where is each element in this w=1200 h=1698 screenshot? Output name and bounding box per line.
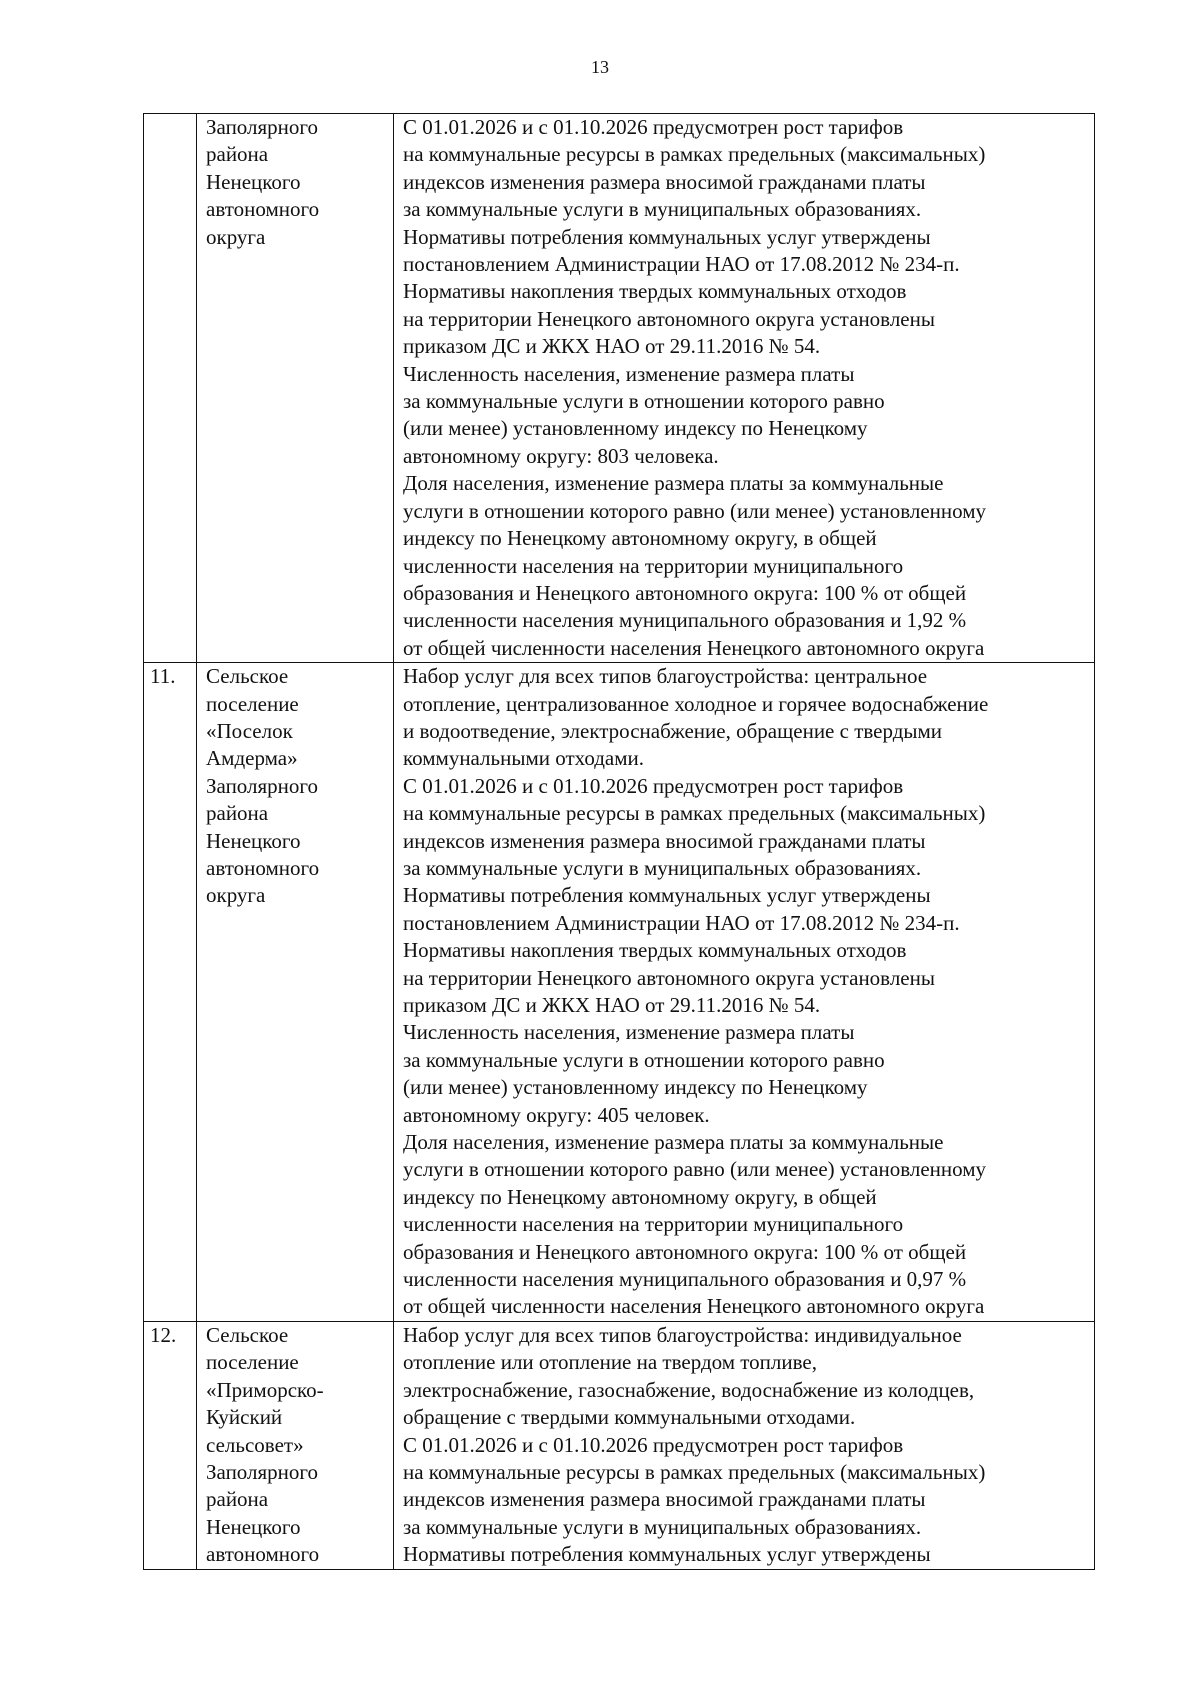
description-line: индексу по Ненецкому автономному округу, в общей [403,1184,877,1209]
description-cell [394,1321,1095,1569]
description-line: за коммунальные услуги в муниципальных образованиях. [403,197,922,222]
description-line: образования и Ненецкого автономного округа: 100 % от общей [403,1239,967,1264]
municipality-name-line: сельсовет» [206,1432,304,1457]
table-body [144,114,1095,1570]
description-line: электроснабжение, газоснабжение, водоснабжение из колодцев, [403,1377,975,1402]
description-line: постановлением Администрации НАО от 17.08.2012 № 234-п. [403,252,960,277]
table-row [144,1321,1095,1569]
description-line: обращение с твердыми коммунальными отходами. [403,1405,856,1430]
description-line: Доля населения, изменение размера платы за коммунальные [403,471,944,496]
description-line: на территории Ненецкого автономного округа установлены [403,306,935,331]
row-number: 12. [150,1322,177,1347]
description-line: услуги в отношении которого равно (или менее) установленному [403,498,987,523]
description-line: Набор услуг для всех типов благоустройства: центральное [403,664,928,689]
description-line: за коммунальные услуги в отношении которого равно [403,389,885,414]
row-number-cell [144,663,197,1322]
description-line: от общей численности населения Ненецкого автономного округа [403,1294,985,1319]
municipality-name-line: Заполярного [206,1459,318,1484]
table-row [144,114,1095,663]
municipality-name-line: Куйский [206,1405,283,1430]
description-line: (или менее) установленному индексу по Ненецкому [403,1075,868,1100]
municipality-name-line: Сельское [206,1322,289,1347]
row-number-cell [144,1321,197,1569]
description-line: на коммунальные ресурсы в рамках предельных (максимальных) [403,1459,986,1484]
description-line: автономному округу: 803 человека. [403,443,719,468]
description-line: С 01.01.2026 и с 01.10.2026 предусмотрен рост тарифов [403,115,904,139]
description-line: на коммунальные ресурсы в рамках предельных (максимальных) [403,801,986,826]
description-line: на коммунальные ресурсы в рамках предельных (максимальных) [403,142,986,167]
description-line: за коммунальные услуги в отношении которого равно [403,1047,885,1072]
description-line: Численность населения, изменение размера платы [403,361,855,386]
description-line: Набор услуг для всех типов благоустройства: индивидуальное [403,1322,962,1347]
description-line: приказом ДС и ЖКХ НАО от 29.11.2016 № 54. [403,334,821,359]
description-line: индексов изменения размера вносимой гражданами платы [403,1487,926,1512]
tariff-table [143,113,1095,1570]
description-line: автономному округу: 405 человек. [403,1102,710,1127]
municipality-name-line: поселение [206,1350,299,1375]
description-line: образования и Ненецкого автономного округа: 100 % от общей [403,580,967,605]
municipality-name-line: автономного [206,855,320,880]
description-line: за коммунальные услуги в муниципальных образованиях. [403,1514,922,1539]
description-line: Нормативы накопления твердых коммунальных отходов [403,279,907,304]
table-row [144,663,1095,1322]
municipality-name-line: Заполярного [206,773,318,798]
description-line: численности населения муниципального образования и 0,97 % [403,1267,967,1292]
municipality-name-line: поселение [206,691,299,716]
description-line: Доля населения, изменение размера платы за коммунальные [403,1130,944,1155]
municipality-name-line: автономного [206,1542,320,1567]
municipality-name-line: района [206,142,269,167]
description-line: индексу по Ненецкому автономному округу, в общей [403,526,877,551]
description-line: (или менее) установленному индексу по Ненецкому [403,416,868,441]
description-line: от общей численности населения Ненецкого автономного округа [403,635,985,660]
description-line: Нормативы потребления коммунальных услуг утверждены [403,883,931,908]
description-line: и водоотведение, электроснабжение, обращение с твердыми [403,718,943,743]
description-line: отопление, централизованное холодное и горячее водоснабжение [403,691,989,716]
description-line: отопление или отопление на твердом топливе, [403,1350,817,1375]
municipality-name-cell [197,663,394,1322]
description-line: С 01.01.2026 и с 01.10.2026 предусмотрен рост тарифов [403,1432,904,1457]
municipality-name-cell [197,1321,394,1569]
description-line: постановлением Администрации НАО от 17.08.2012 № 234-п. [403,910,960,935]
description-line: Численность населения, изменение размера платы [403,1020,855,1045]
description-cell [394,114,1095,663]
description-line: услуги в отношении которого равно (или менее) установленному [403,1157,987,1182]
municipality-name-line: «Приморско- [206,1377,324,1402]
description-line: численности населения на территории муниципального [403,553,904,578]
page-number: 13 [591,57,609,77]
description-cell [394,663,1095,1322]
municipality-name-cell [197,114,394,663]
municipality-name-line: района [206,1487,269,1512]
municipality-name-line: района [206,801,269,826]
description-line: приказом ДС и ЖКХ НАО от 29.11.2016 № 54. [403,993,821,1017]
municipality-name-line: Заполярного [206,115,318,139]
description-line: на территории Ненецкого автономного округа установлены [403,965,935,990]
municipality-name-line: Сельское [206,664,289,689]
description-line: численности населения на территории муниципального [403,1212,904,1237]
description-line: Нормативы потребления коммунальных услуг утверждены [403,224,931,249]
municipality-name-line: Ненецкого [206,1514,301,1539]
description-line: С 01.01.2026 и с 01.10.2026 предусмотрен рост тарифов [403,773,904,798]
description-line: Нормативы потребления коммунальных услуг утверждены [403,1542,931,1567]
municipality-name-line: Амдерма» [206,746,298,771]
municipality-name-line: округа [206,883,266,908]
description-line: за коммунальные услуги в муниципальных образованиях. [403,855,922,880]
row-number: 11. [150,664,176,689]
municipality-name-line: «Поселок [206,718,293,743]
description-line: индексов изменения размера вносимой гражданами платы [403,169,926,194]
row-number-cell [144,114,197,663]
description-line: коммунальными отходами. [403,746,645,771]
municipality-name-line: автономного [206,197,320,222]
municipality-name-line: Ненецкого [206,828,301,853]
municipality-name-line: Ненецкого [206,169,301,194]
description-line: численности населения муниципального образования и 1,92 % [403,608,967,633]
description-line: индексов изменения размера вносимой гражданами платы [403,828,926,853]
municipality-name-line: округа [206,224,266,249]
description-line: Нормативы накопления твердых коммунальных отходов [403,938,907,963]
